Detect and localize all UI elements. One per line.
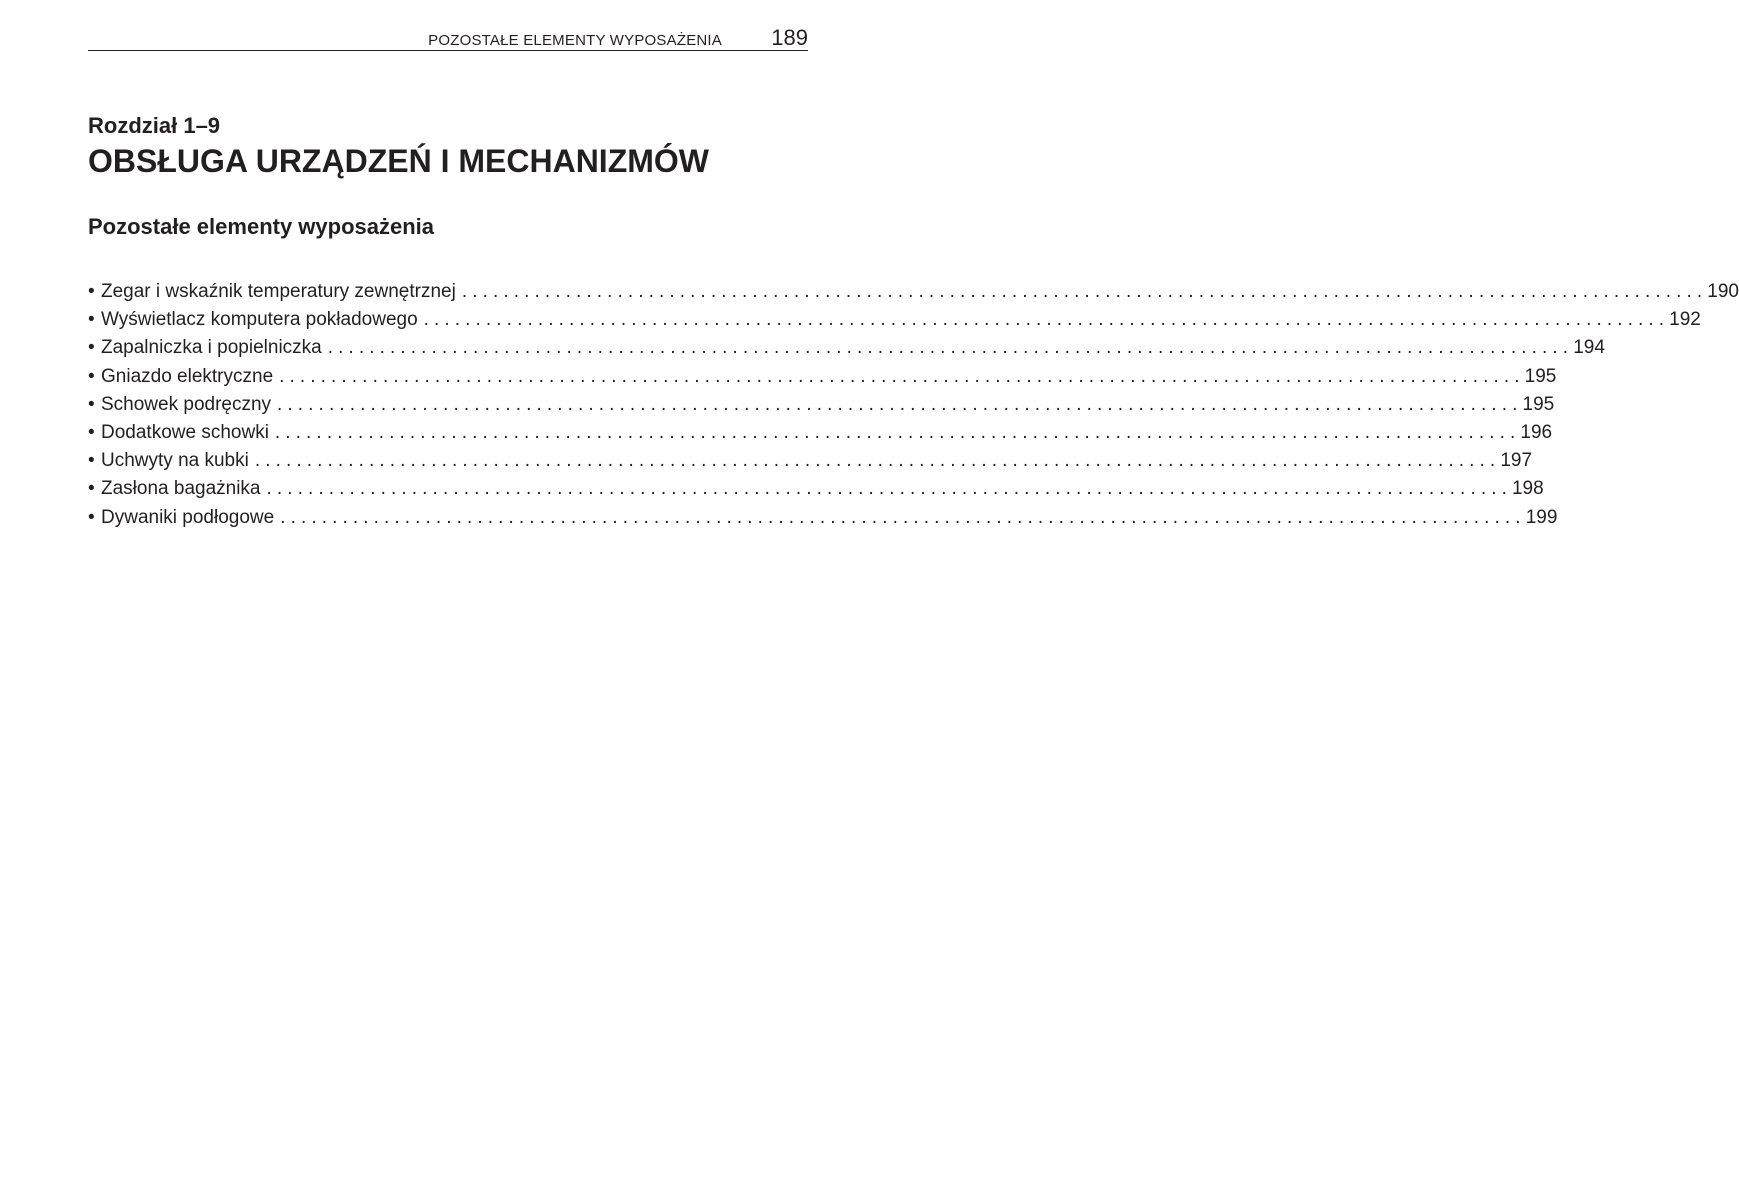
header-divider xyxy=(88,50,808,51)
toc-entry[interactable] xyxy=(88,365,1557,394)
bullet: • xyxy=(88,506,95,528)
bullet: • xyxy=(88,281,95,302)
running-header xyxy=(88,24,808,50)
page-number: 189 xyxy=(771,25,808,50)
toc-entry-label: Schowek podręczny xyxy=(101,393,272,415)
bullet: • xyxy=(88,365,95,387)
dot-leader: ........................................................................................................................ xyxy=(327,337,1574,359)
section-title: Pozostałe elementy wyposażenia xyxy=(88,214,435,239)
toc-entry-page: 195 xyxy=(1524,365,1557,387)
toc-entry-page: 190 xyxy=(1707,281,1739,302)
bullet: • xyxy=(88,450,95,472)
toc-entry-page: 194 xyxy=(1573,337,1605,359)
toc-entry-label: Gniazdo elektryczne xyxy=(101,365,274,387)
dot-leader: ........................................................................................................................ xyxy=(279,365,1525,387)
bullet: • xyxy=(88,393,95,415)
bullet: • xyxy=(88,337,95,359)
toc-entry[interactable] xyxy=(88,393,1555,422)
bullet: • xyxy=(88,421,95,443)
toc-entry-page: 196 xyxy=(1520,421,1553,443)
toc-entry-page: 198 xyxy=(1511,478,1544,500)
dot-leader: ........................................................................................................................ xyxy=(254,450,1501,472)
toc-entry-label: Uchwyty na kubki xyxy=(101,450,249,472)
toc-entry[interactable] xyxy=(88,281,1739,309)
toc-entry-label: Zasłona bagażnika xyxy=(101,478,261,500)
chapter-number: Rozdział 1–9 xyxy=(88,113,221,138)
dot-leader: ........................................................................................................................ xyxy=(277,393,1523,415)
toc-entry[interactable] xyxy=(88,421,1553,450)
dot-leader: ........................................................................................................................ xyxy=(274,421,1521,443)
toc-entry-page: 199 xyxy=(1525,506,1558,528)
toc-entry[interactable] xyxy=(88,337,1605,365)
toc-entry[interactable] xyxy=(88,450,1533,478)
toc-entry-label: Dywaniki podłogowe xyxy=(101,506,275,528)
toc-entry[interactable] xyxy=(88,506,1558,535)
table-of-contents xyxy=(88,281,1739,535)
dot-leader: ........................................................................................................................ xyxy=(280,506,1526,528)
toc-entry-page: 192 xyxy=(1669,309,1701,331)
toc-entry-label: Zegar i wskaźnik temperatury zewnętrznej xyxy=(101,281,456,302)
dot-leader: ........................................................................................................................ xyxy=(423,309,1670,331)
toc-entry[interactable] xyxy=(88,309,1701,337)
dot-leader: ........................................................................................................................ xyxy=(266,478,1512,500)
dot-leader: ........................................................................................................................ xyxy=(461,281,1708,302)
toc-entry-label: Zapalniczka i popielniczka xyxy=(101,337,322,359)
toc-entry[interactable] xyxy=(88,478,1544,506)
toc-entry-label: Wyświetlacz komputera pokładowego xyxy=(101,309,418,331)
toc-entry-label: Dodatkowe schowki xyxy=(101,421,269,443)
toc-entry-page: 195 xyxy=(1522,393,1555,415)
chapter-title: OBSŁUGA URZĄDZEŃ I MECHANIZMÓW xyxy=(88,143,709,179)
running-header-section: POZOSTAŁE ELEMENTY WYPOSAŻENIA xyxy=(428,32,722,49)
toc-entry-page: 197 xyxy=(1500,450,1533,472)
bullet: • xyxy=(88,309,95,331)
bullet: • xyxy=(88,478,95,500)
